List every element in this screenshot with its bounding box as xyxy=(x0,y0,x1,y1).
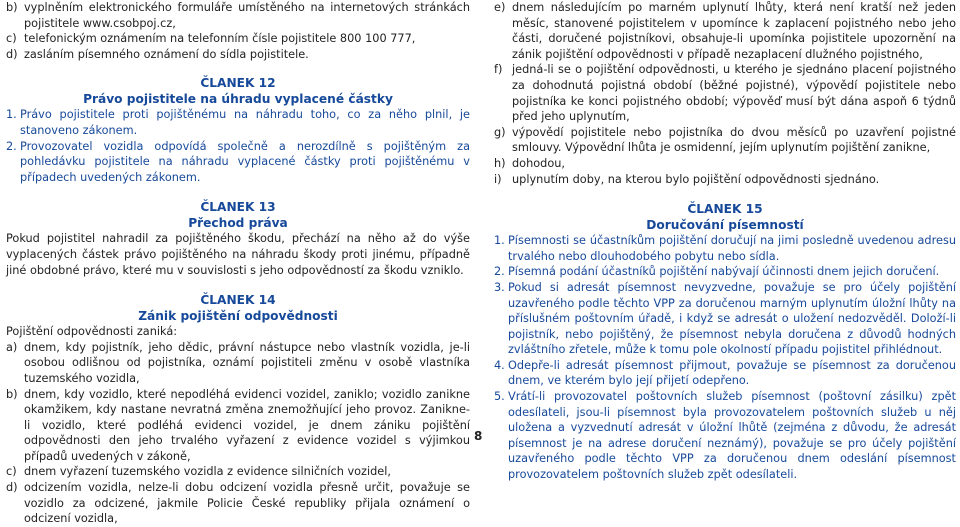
list-item xyxy=(6,47,470,63)
item-number: 1. xyxy=(6,108,17,122)
list-item xyxy=(494,0,956,62)
item-label: c) xyxy=(6,465,17,479)
article-12-list xyxy=(6,107,470,185)
article-15-list xyxy=(494,233,956,483)
list-item xyxy=(6,340,470,387)
list-item xyxy=(6,139,470,186)
list-item xyxy=(494,156,956,172)
article-14-title: Zánik pojištění odpovědnosti xyxy=(138,309,338,324)
article-12-heading: ČLANEK 12 xyxy=(200,76,276,91)
article-15-title: Doručování písemností xyxy=(646,218,804,233)
list-item xyxy=(494,62,956,124)
item-label: f) xyxy=(494,63,503,77)
list-item xyxy=(494,358,956,389)
article-14-list xyxy=(6,340,470,527)
article-14-list-continued xyxy=(494,0,956,187)
item-text: dohodou, xyxy=(512,156,565,170)
item-text: dnem následujícím po marném uplynutí lhůty, která není kratší než jeden měsíc, stanovené pojistitelem v upomínce k zaplacení pojistného nebo jeho části, doručené pojistníkovi, obsahuje-li upomínka pojistitele upozornění na zánik pojištění odpovědnosti v případě nezaplacení dlužného pojistného, xyxy=(512,1,956,61)
item-number: 2. xyxy=(6,139,17,153)
item-label: b) xyxy=(6,387,18,401)
item-text: jedná-li se o pojištění odpovědnosti, u kterého je sjednáno placení pojistného za dohodnutá pojistná období (běžné pojistné), výpovědí pojistitele nebo pojistníka ke konci pojistného období; výpověď musí být dána aspoň 6 týdnů před jeho uplynutím, xyxy=(512,63,956,124)
article-13-title: Přechod práva xyxy=(188,216,288,231)
item-text: vyplněním elektronického formuláře umístěného na internetových stránkách pojistitele www.csobpoj.cz, xyxy=(24,1,470,30)
item-text: odcizením vozidla, nelze-li dobu odcizení vozidla přesně určit, považuje se vozidlo za odcizené, jakmile Policie České republiky přijala oznámení o odcizení vozidla, xyxy=(24,481,470,526)
list-item xyxy=(6,480,470,527)
list-item xyxy=(494,280,956,358)
item-label: d) xyxy=(6,481,18,495)
item-number: 2. xyxy=(494,265,505,279)
item-label: e) xyxy=(494,1,506,14)
item-text: Písemná podání účastníků pojištění nabývají účinnosti dnem jejich doručení. xyxy=(508,265,940,279)
list-item xyxy=(6,31,470,47)
item-text: Pokud si adresát písemnost nevyzvedne, považuje se pro účely pojištění uzavřeného podle těchto VPP za doručenou marným uplynutím úložní lhůty na příslušném poštovním úřadě, i když se adresát o uložení nedozvěděl. Doloží-li pojistník, nebo pojištěný, že písemnost nebyla doručena z důvodů hodných zvláštního zřetele, může k tomu pole okolností případu pojistitel přihlédnout. xyxy=(508,280,956,357)
item-text: Právo pojistitele proti pojištěnému na náhradu toho, co za něho plnil, je stanoveno zákonem. xyxy=(20,108,470,137)
item-text: dnem, kdy pojistník, jeho dědic, právní nástupce nebo vlastník vozidla, je-li osobou odlišnou od pojistníka, oznámí pojistiteli změnu v osobě vlastníka tuzemského vozidla, xyxy=(24,340,470,385)
item-text: Vrátí-li provozovatel poštovních služeb písemnost (poštovní zásilku) zpět odesílateli, jsou-li písemnost byla provozovatelem poštovních služeb u něj uložena a vyzvednutí adresát v úložní lhůtě (zejména z důvodu, že adresát písemnost je na adrese doručení neznámý), považuje se pro účely pojištění uzavřeného podle těchto VPP za doručenou dnem odeslání písemnost provozovatelem poštovních služeb zpět odesílateli. xyxy=(508,390,956,482)
list-item xyxy=(6,464,470,480)
item-text: výpovědí pojistitele nebo pojistníka do dvou měsíců po uzavření pojistné smlouvy. Výpovědní lhůta je osmidenní, jejím uplynutím pojištění zanikne, xyxy=(512,125,956,155)
item-number: 5. xyxy=(494,390,505,404)
item-text: dnem vyřazení tuzemského vozidla z evidence silničních vozidel, xyxy=(24,465,391,479)
article-15-heading: ČLANEK 15 xyxy=(687,202,763,217)
article-13-text: Pokud pojistitel nahradil za pojištěného škodu, přechází na něho až do výše vyplacených částek právo pojištěného na náhradu škody proti jinému, případně jiné obdobné právo, které mu v souvislosti s jeho odpovědností za škodu vzniklo. xyxy=(6,232,470,277)
item-text: uplynutím doby, na kterou bylo pojištění odpovědnosti sjednáno. xyxy=(512,172,880,186)
article-14-intro: Pojištění odpovědnosti zaniká: xyxy=(6,325,178,339)
item-text: Písemnosti se účastníkům pojištění doručují na jimi posledně uvedenou adresu trvalého nebo dlouhodobého pobytu nebo sídla. xyxy=(508,234,956,263)
item-label: g) xyxy=(494,125,506,139)
list-item xyxy=(494,264,956,280)
item-label: b) xyxy=(6,1,18,14)
item-label: i) xyxy=(494,172,502,186)
list-item xyxy=(494,172,956,188)
list-item xyxy=(6,0,470,31)
page-number: 8 xyxy=(474,429,483,443)
item-text: Provozovatel vozidla odpovídá společně a nerozdílně s pojištěným za pohledávku pojistitele na náhradu vyplacené částky proti pojištěnému v případech uvedených zákonem. xyxy=(20,139,470,184)
item-text: Odepře-li adresát písemnost přijmout, považuje se písemnost za doručenou dnem, ve kterém bylo její přijetí odepřeno. xyxy=(508,358,956,388)
item-label: h) xyxy=(494,156,506,170)
list-item xyxy=(494,233,956,264)
list-item xyxy=(6,107,470,138)
item-label: c) xyxy=(6,32,17,46)
article-12-title: Právo pojistitele na úhradu vyplacené částky xyxy=(83,92,393,107)
item-number: 3. xyxy=(494,280,505,294)
list-item xyxy=(6,387,470,465)
list-item xyxy=(494,125,956,156)
article-14-heading: ČLANEK 14 xyxy=(200,293,276,308)
item-number: 4. xyxy=(494,358,505,372)
item-label: a) xyxy=(6,340,18,354)
item-text: telefonickým oznámením na telefonním čísle pojistitele 800 100 777, xyxy=(24,32,416,46)
intro-list xyxy=(6,0,470,62)
item-text: dnem, kdy vozidlo, které nepodléhá evidenci vozidel, zaniklo; vozidlo zanikne okamžikem, kdy nastane nevratná změna znemožňující jeho provoz. Zanikne-li vozidlo, které podléhá evidenci vozidel, je dnem zániku pojištění odpovědnosti den jeho trvalého vyřazení z evidence vozidel s výjimkou případů uvedených v zákoně, xyxy=(24,387,470,463)
item-number: 1. xyxy=(494,234,505,248)
item-label: d) xyxy=(6,47,18,61)
right-column xyxy=(494,0,956,483)
item-text: zasláním písemného oznámení do sídla pojistitele. xyxy=(24,47,309,61)
list-item xyxy=(494,389,956,483)
article-13-heading: ČLANEK 13 xyxy=(200,200,276,215)
